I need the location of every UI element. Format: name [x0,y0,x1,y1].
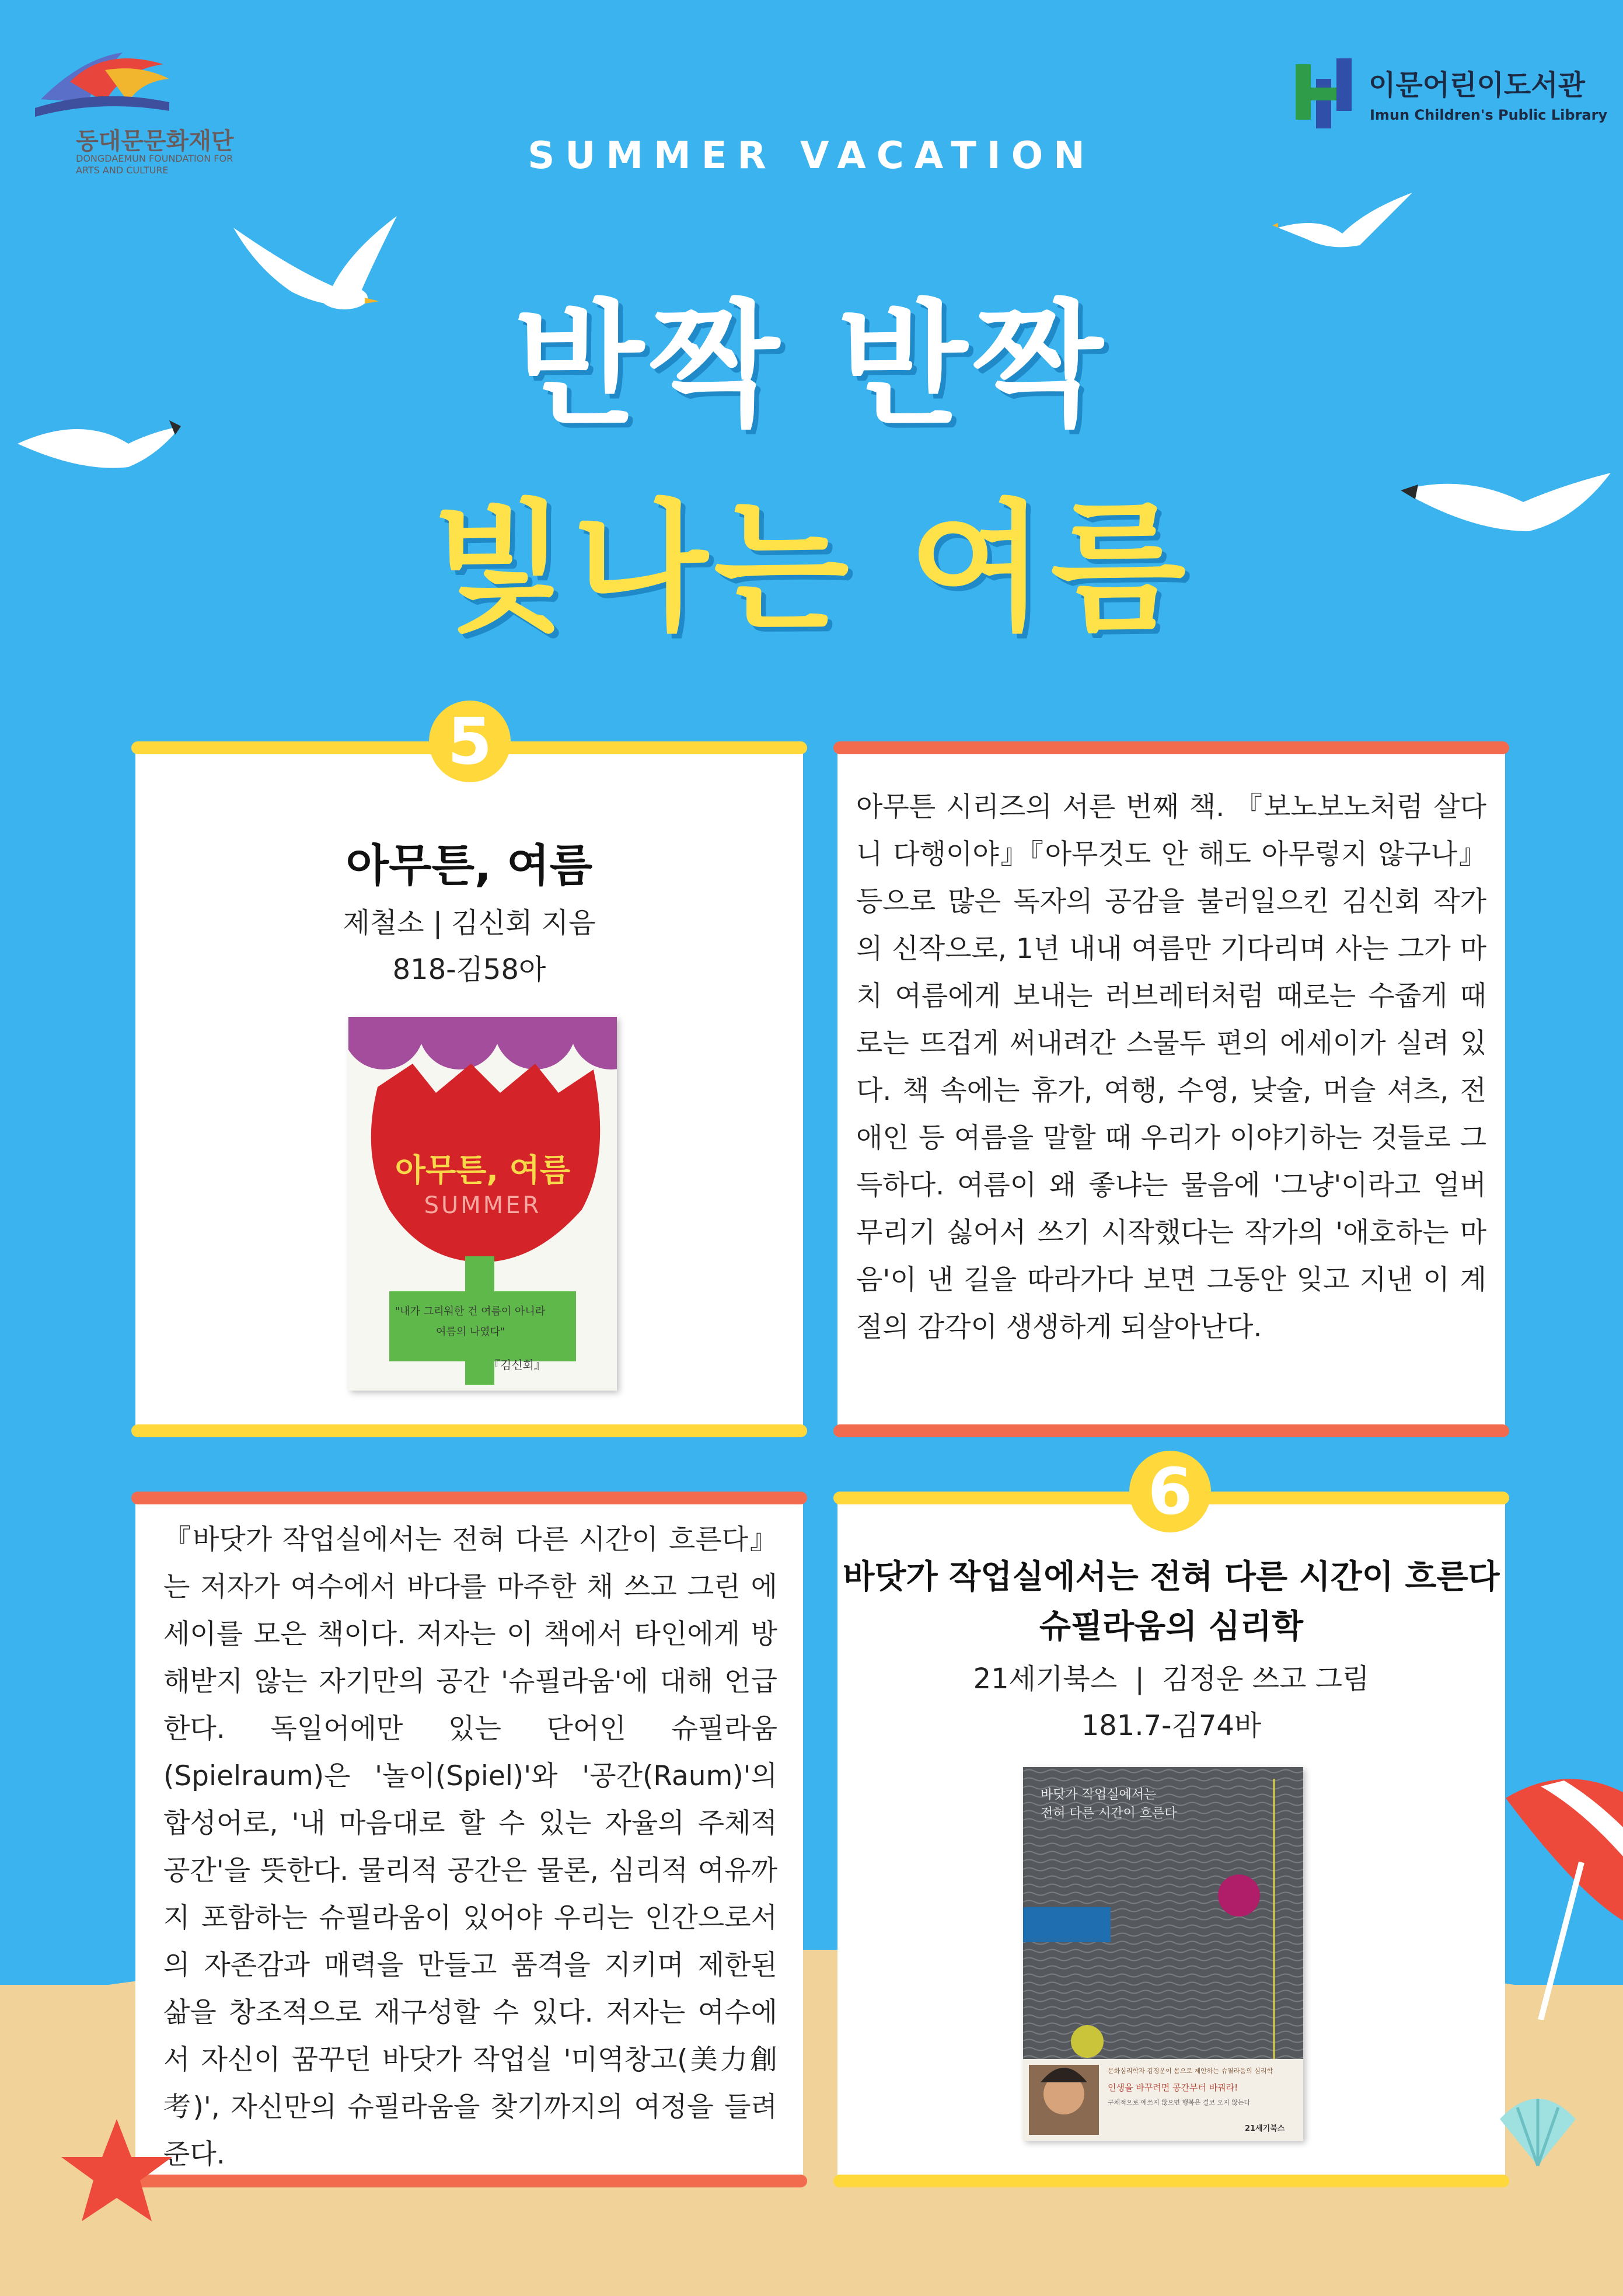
book5-card-bottom-bar [131,1424,807,1437]
book6-info-card [837,1499,1505,2183]
book6-cover-title-2: 전혀 다른 시간이 흐른다 [1041,1806,1177,1821]
book6-number-badge: 6 [1129,1451,1211,1532]
book5-number-badge: 5 [429,701,511,782]
subtitle: SUMMER VACATION [528,134,1095,177]
book5-desc-bottom-bar [833,1424,1509,1437]
book6-title-line-2: 슈필라움의 심리학 [1039,1608,1304,1646]
book6-publisher-author: 21세기북스 | 김정운 쓰고 그림 [973,1663,1370,1695]
book5-description: 아무튼 시리즈의 서른 번째 책. 『보노보노처럼 살다니 다행이야』『아무것도 안 해도 아무렇지 않구나』 등으로 많은 독자의 공감을 불러일으킨 김신회 작가의 신작으로, 1년 내내 여름만 기다리며 사는 그가 마치 여름에게 보내는 러브레터처럼 때로는 수줍게 때로는 뜨겁게 써내려간 스물두 편의 에세이가 실려 있다. 책 속에는 휴가, 여행, 수영, 낮술, 머슬 셔츠, 전 애인 등 여름을 말할 때 우리가 이야기하는 것들로 그득하다. 여름이 왜 좋냐는 물음에 '그냥'이라고 얼버무리기 싫어서 쓰기 시작했다는 작가의 '애호하는 마음'이 낸 길을 따라가다 보면 그동안 잊고 지낸 이 계절의 감각이 생생하게 되살아난다. [856,791,1486,1343]
book5-cover-quote-2: 여름의 나였다" [436,1326,505,1338]
book5-desc-top-bar [833,741,1509,754]
book5-cover-author: 『김신회』 [488,1358,546,1372]
book5-call-number: 818-김58아 [392,953,546,986]
book5-description-card [837,748,1505,1433]
book5-title: 아무튼, 여름 [345,839,593,891]
book5-publisher-author: 제철소 | 김신회 지음 [343,907,596,939]
starfish-icon [58,2113,175,2230]
org-name-en: DONGDAEMUN FOUNDATION FOR ARTS AND CULTURE [76,153,233,176]
book6-cover-band-2: 인생을 바꾸려면 공간부터 바꿔라! [1108,2082,1238,2093]
book6-description: 『바닷가 작업실에서는 전혀 다른 시간이 흐른다』는 저자가 여수에서 바다를 마주한 채 쓰고 그린 에세이를 모은 책이다. 저자는 이 책에서 타인에게 방해받지 않는 자기만의 공간 '슈필라움'에 대해 언급한다. 독일어에만 있는 단어인 슈필라움(Spielraum)은 '놀이(Spiel)'와 '공간(Raum)'의 합성어로, '내 마음대로 할 수 있는 자율의 주체적 공간'을 뜻한다. 물리적 공간은 물론, 심리적 여유까지 포함하는 슈필라움이 있어야 우리는 인간으로서의 자존감과 매력을 만들고 품격을 지키며 제한된 삶을 창조적으로 재구성할 수 있다. 저자는 여수에서 자신이 꿈꾸던 바닷가 작업실 '미역창고(美力創考)', 자신만의 슈필라움을 찾기까지의 여정을 들려준다. [163,1524,777,2170]
title-line-1: 반짝 반짝 [514,288,1109,444]
seashell-icon [1494,2084,1582,2172]
title-line-2: 빛나는 여름 [431,486,1192,650]
foundation-emblem-icon [35,47,169,123]
org-name: 동대문문화재단 [76,128,234,155]
book6-card-bottom-bar [833,2175,1509,2187]
book6-cover-band-1: 문화심리학자 김정운이 몸으로 제안하는 슈필라움의 심리학 [1108,2067,1273,2075]
book6-desc-bottom-bar [131,2175,807,2187]
library-emblem-icon [1293,55,1357,131]
book6-title-line-1: 바닷가 작업실에서는 전혀 다른 시간이 흐른다 [843,1558,1500,1596]
book6-cover [1023,1767,1303,2141]
book6-call-number: 181.7-김74바 [1081,1709,1262,1742]
library-name: 이문어린이도서관 [1369,69,1585,102]
book6-cover-title-1: 바닷가 작업실에서는 [1041,1788,1157,1802]
book5-cover [348,1017,617,1391]
book5-cover-quote-1: "내가 그리워한 건 여름이 아니라 [395,1305,546,1318]
book5-info-card [135,748,803,1433]
library-name-en: Imun Children's Public Library [1370,107,1608,123]
beach-umbrella-icon [1494,1775,1623,2020]
book5-cover-title: 아무튼, 여름 [395,1152,571,1189]
book6-cover-band-3: 구체적으로 애쓰지 않으면 행복은 결코 오지 않는다 [1108,2099,1251,2106]
book5-cover-sub: SUMMER [424,1192,542,1219]
book6-cover-publisher: 21세기북스 [1245,2124,1285,2133]
book6-desc-top-bar [131,1492,807,1504]
book6-description-card [135,1499,803,2183]
library-logo [1293,55,1608,137]
seagull-icon [1272,187,1418,257]
